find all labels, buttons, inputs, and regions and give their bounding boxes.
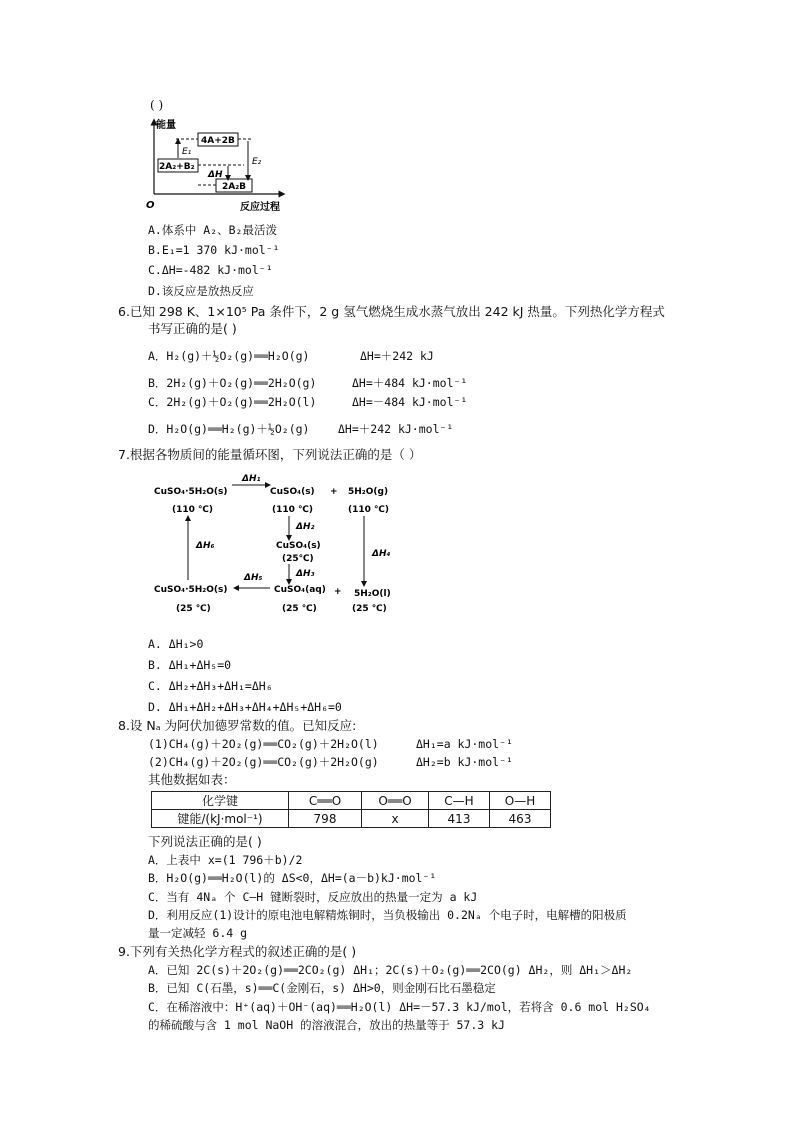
q6-option-d-dh: ΔH=＋242 kJ·mol⁻¹	[338, 422, 454, 436]
q7-option-a: A. ΔH₁>0	[148, 637, 204, 651]
label-dh2: ΔH₂	[296, 522, 315, 532]
table-header-cell: 化学键	[152, 792, 289, 810]
q8-option-b: B．H₂O(g)══H₂O(l)的 ΔS<0，ΔH=(a－b)kJ·mol⁻¹	[148, 871, 437, 885]
node-5h2o-l-temp: (25 ℃)	[352, 604, 387, 614]
q8-reaction-1-dh: ΔH₁=a kJ·mol⁻¹	[416, 737, 513, 751]
table-header-cell: O══O	[362, 792, 429, 810]
table-cell: 413	[429, 810, 490, 828]
q5-bracket: ( )	[150, 98, 164, 112]
q9-option-a: A．已知 2C(s)＋2O₂(g)══2CO₂(g) ΔH₁；2C(s)＋O₂(g)══2CO(g) ΔH₂，则 ΔH₁＞ΔH₂	[148, 963, 633, 977]
q6-option-c-dh: ΔH=－484 kJ·mol⁻¹	[352, 395, 468, 409]
q6-stem-2: 书写正确的是( )	[148, 321, 237, 336]
table-cell: 键能/(kJ·mol⁻¹)	[152, 810, 289, 828]
table-cell: 798	[289, 810, 362, 828]
x-axis-label: 反应过程	[240, 202, 280, 213]
q9-option-c: C．在稀溶液中：H⁺(aq)＋OH⁻(aq)══H₂O(l) ΔH=－57.3 kJ/mol，若将含 0.6 mol H₂SO₄	[148, 1000, 651, 1014]
box-4a2b: 4A+2B	[201, 136, 235, 146]
node-cuso4-5h2o-25-temp: (25 ℃)	[176, 604, 211, 614]
label-dh3: ΔH₃	[296, 569, 315, 579]
q6-option-a: A．H₂(g)＋½O₂(g)══H₂O(g)	[148, 349, 310, 363]
q8-stem: 8.设 Nₐ 为阿伏加德罗常数的值。已知反应:	[118, 718, 357, 733]
q8-option-d: D．利用反应(1)设计的原电池电解精炼铜时，当负极输出 0.2Nₐ 个电子时，电解槽的阳极质	[148, 908, 627, 922]
e1-label: E₁	[182, 147, 192, 157]
table-row	[152, 810, 551, 828]
table-cell: 463	[490, 810, 551, 828]
q6-option-b: B．2H₂(g)＋O₂(g)══2H₂O(g)	[148, 376, 317, 390]
node-5h2o-l: 5H₂O(l)	[354, 589, 391, 599]
q5-option-c: C.ΔH=-482 kJ·mol⁻¹	[148, 263, 273, 277]
q9-option-b: B．已知 C(石墨，s)══C(金刚石，s) ΔH>0，则金刚石比石墨稳定	[148, 981, 496, 995]
q7-option-d: D. ΔH₁+ΔH₂+ΔH₃+ΔH₄+ΔH₅+ΔH₆=0	[148, 700, 342, 714]
dh-label: ΔH	[208, 170, 223, 180]
node-cuso4-5h2o-110-temp: (110 ℃)	[172, 505, 214, 515]
table-header-cell: C══O	[289, 792, 362, 810]
table-header-cell: C—H	[429, 792, 490, 810]
q5-option-a: A.体系中 A₂、B₂最活泼	[148, 223, 277, 237]
origin-label: O	[146, 200, 155, 211]
node-cuso4-5h2o-110: CuSO₄·5H₂O(s)	[154, 487, 228, 497]
node-cuso4-s-25: CuSO₄(s)	[276, 541, 321, 551]
q6-stem-1: 6.已知 298 K、1×10⁵ Pa 条件下，2 g 氢气燃烧生成水蒸气放出 242 kJ 热量。下列热化学方程式	[118, 304, 665, 319]
table-cell: x	[362, 810, 429, 828]
node-cuso4-s-110: CuSO₄(s)	[270, 487, 315, 497]
q7-option-c: C. ΔH₂+ΔH₃+ΔH₁=ΔH₆	[148, 679, 273, 693]
q5-option-d: D.该反应是放热反应	[148, 284, 254, 298]
q6-option-d: D．H₂O(g)══H₂(g)＋½O₂(g)	[148, 422, 310, 436]
q8-option-c: C．当有 4Nₐ 个 C—H 键断裂时，反应放出的热量一定为 a kJ	[148, 890, 478, 904]
y-axis-label: 能量	[156, 120, 176, 131]
label-dh6: ΔH₆	[196, 541, 215, 551]
box-2a2b: 2A₂B	[222, 182, 247, 192]
bond-energy-table	[151, 791, 551, 828]
q8-reaction-1: (1)CH₄(g)＋2O₂(g)══CO₂(g)＋2H₂O(l)	[148, 737, 379, 751]
q6-option-c: C．2H₂(g)＋O₂(g)══2H₂O(l)	[148, 395, 317, 409]
table-header-cell: O—H	[490, 792, 551, 810]
box-2a2b2: 2A₂+B₂	[159, 162, 195, 172]
q6-option-b-dh: ΔH=＋484 kJ·mol⁻¹	[352, 376, 468, 390]
node-cuso4-5h2o-25: CuSO₄·5H₂O(s)	[154, 585, 228, 595]
q7-stem: 7.根据各物质间的能量循环图，下列说法正确的是（ ）	[118, 447, 422, 462]
e2-label: E₂	[252, 157, 262, 167]
q8-reaction-2: (2)CH₄(g)＋2O₂(g)══CO₂(g)＋2H₂O(g)	[148, 755, 379, 769]
label-dh5: ΔH₅	[244, 573, 263, 583]
q8-option-d-cont: 量一定减轻 6.4 g	[148, 926, 248, 940]
label-dh1: ΔH₁	[242, 474, 261, 484]
node-cuso4-aq: CuSO₄(aq)	[274, 585, 326, 595]
node-cuso4-aq-temp: (25 ℃)	[282, 604, 317, 614]
q9-option-c-cont: 的稀硫酸与含 1 mol NaOH 的溶液混合，放出的热量等于 57.3 kJ	[148, 1018, 505, 1032]
q7-option-b: B. ΔH₁+ΔH₅=0	[148, 658, 232, 672]
q5-option-b: B.E₁=1 370 kJ·mol⁻¹	[148, 243, 280, 257]
label-dh4: ΔH₄	[372, 549, 391, 559]
node-5h2o-g: 5H₂O(g)	[348, 487, 389, 497]
q7-energy-cycle-diagram	[150, 470, 410, 620]
node-5h2o-g-temp: (110 ℃)	[348, 505, 390, 515]
q6-option-a-dh: ΔH=＋242 kJ	[360, 349, 434, 363]
node-cuso4-s-110-temp: (110 ℃)	[272, 505, 314, 515]
plus-2: +	[334, 587, 342, 597]
q8-ask: 下列说法正确的是( )	[148, 834, 262, 849]
plus-1: +	[330, 487, 338, 497]
q9-stem: 9.下列有关热化学方程式的叙述正确的是( )	[118, 944, 357, 959]
q8-option-a: A．上表中 x=(1 796＋b)/2	[148, 853, 303, 867]
q5-energy-diagram	[140, 116, 290, 236]
q8-other-data: 其他数据如表：	[148, 772, 236, 787]
node-cuso4-s-25-temp: (25℃)	[282, 554, 314, 564]
q8-reaction-2-dh: ΔH₂=b kJ·mol⁻¹	[416, 755, 513, 769]
table-header-row	[152, 792, 551, 810]
